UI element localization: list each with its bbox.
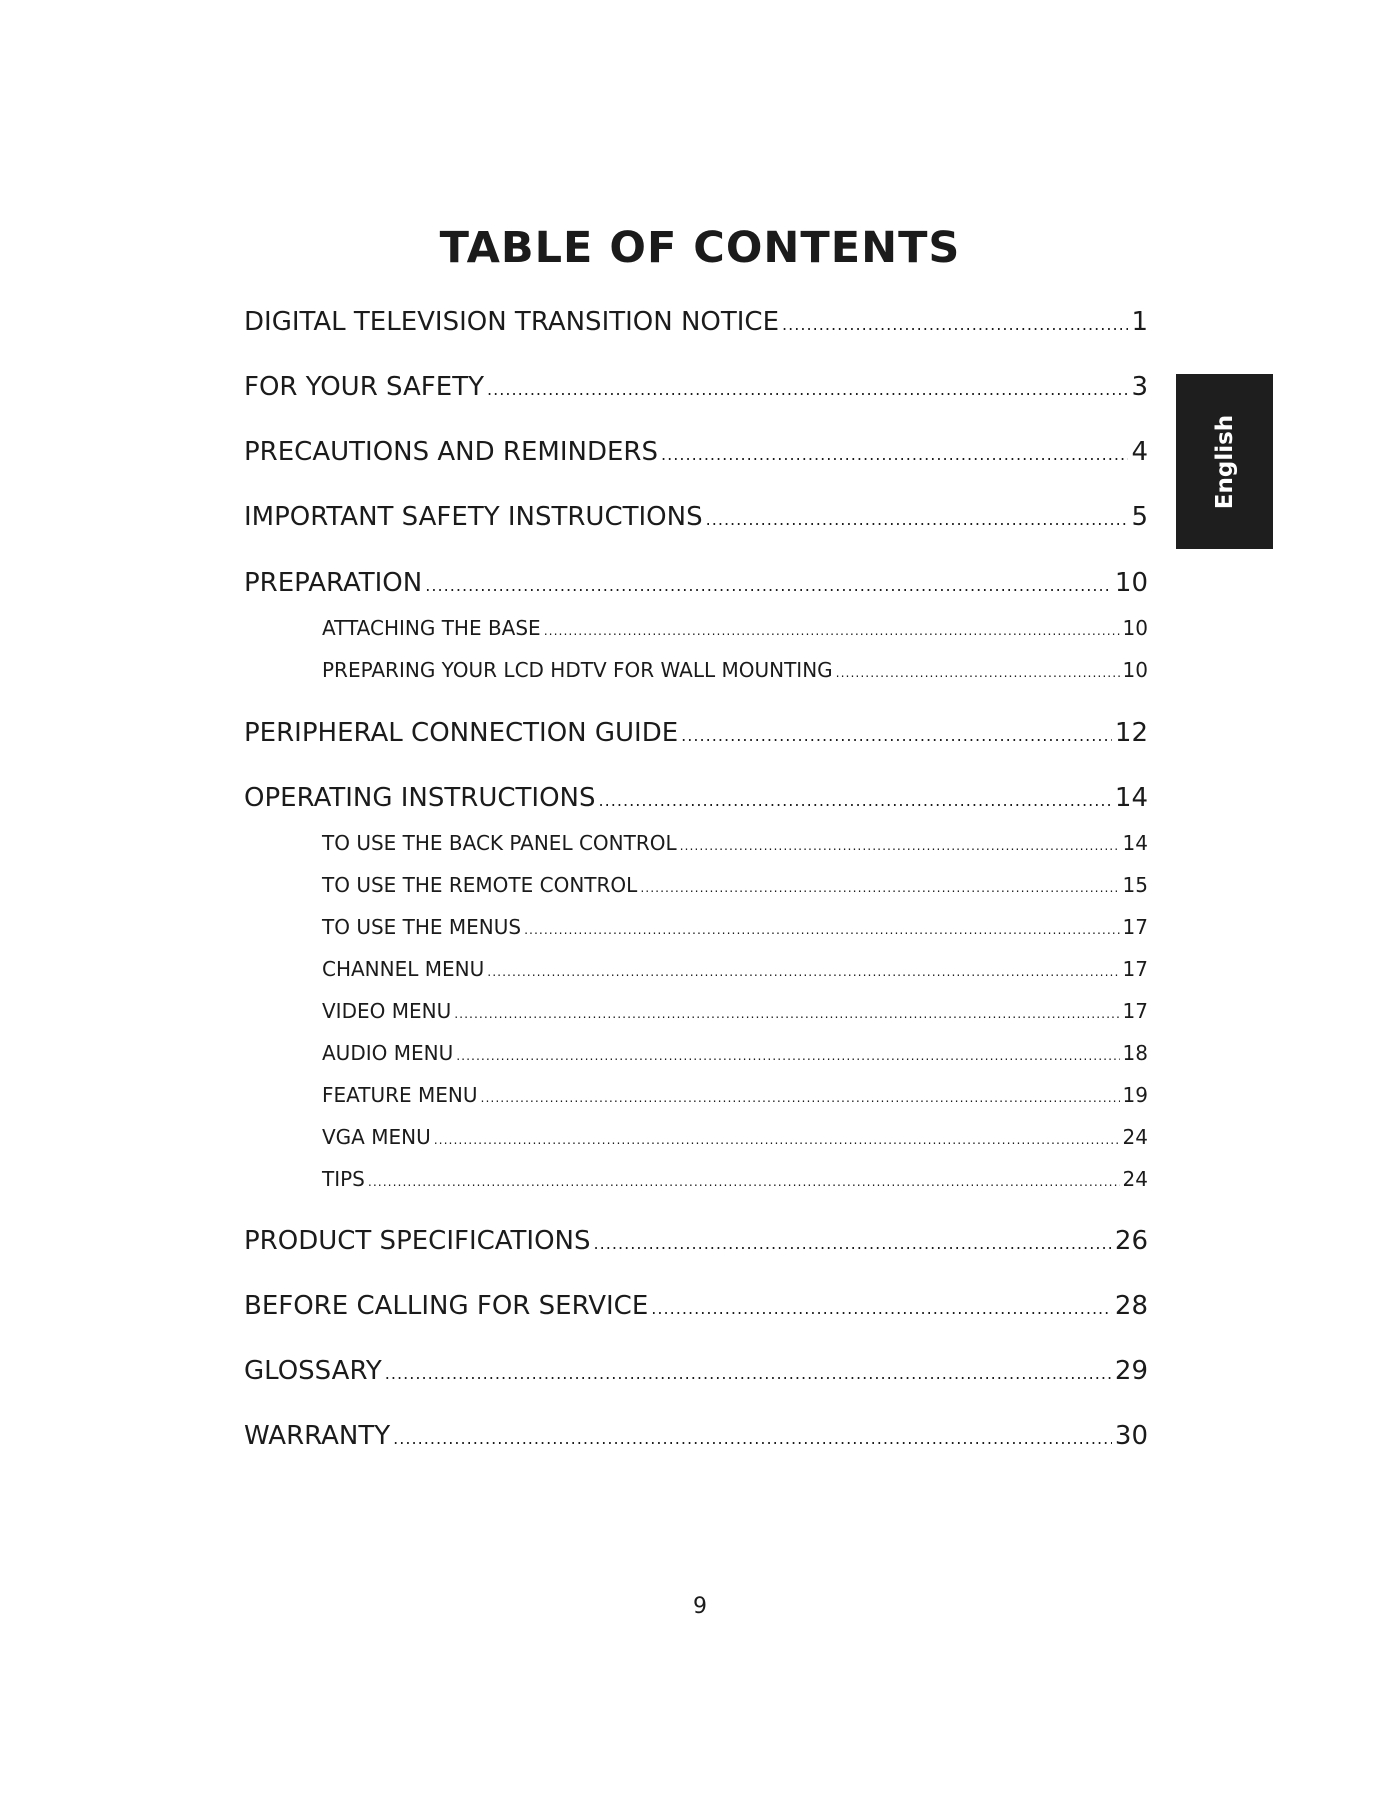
dot-leader (651, 1293, 1112, 1319)
language-tab-label: English (1211, 414, 1238, 509)
toc-entry-label: TO USE THE BACK PANEL CONTROL (322, 831, 677, 855)
toc-entry-page: 26 (1114, 1226, 1148, 1256)
toc-entry-label: TO USE THE REMOTE CONTROL (322, 873, 638, 897)
toc-entry-page: 18 (1122, 1041, 1148, 1065)
dot-leader (487, 374, 1128, 400)
toc-entry-page: 14 (1122, 831, 1148, 855)
dot-leader (487, 959, 1119, 979)
toc-entry-label: PRODUCT SPECIFICATIONS (244, 1226, 591, 1256)
toc-entry-label: IMPORTANT SAFETY INSTRUCTIONS (244, 502, 703, 532)
toc-entry-label: BEFORE CALLING FOR SERVICE (244, 1291, 649, 1321)
toc-entry-label: CHANNEL MENU (322, 957, 485, 981)
toc-entry-important-safety-instructions[interactable] (244, 497, 1148, 537)
dot-leader (782, 309, 1128, 335)
toc-entry-label: OPERATING INSTRUCTIONS (244, 783, 596, 813)
page-number: 9 (693, 1594, 707, 1619)
toc-entry-vga-menu[interactable] (322, 1121, 1148, 1153)
toc-entry-label: PREPARATION (244, 568, 423, 598)
toc-entry-label: PREPARING YOUR LCD HDTV FOR WALL MOUNTING (322, 658, 833, 682)
toc-entry-page: 29 (1114, 1356, 1148, 1386)
toc-entry-label: FEATURE MENU (322, 1083, 478, 1107)
dot-leader (681, 720, 1112, 746)
dot-leader (454, 1001, 1119, 1021)
toc-entry-back-panel-control[interactable] (322, 827, 1148, 859)
toc-entry-page: 17 (1122, 915, 1148, 939)
toc-entry-page: 24 (1122, 1125, 1148, 1149)
dot-leader (368, 1169, 1120, 1189)
toc-entry-video-menu[interactable] (322, 995, 1148, 1027)
dot-leader (680, 833, 1120, 853)
toc-entry-page: 5 (1131, 502, 1148, 532)
toc-entry-page: 17 (1122, 957, 1148, 981)
dot-leader (393, 1423, 1112, 1449)
toc-entry-product-specifications[interactable] (244, 1221, 1148, 1261)
dot-leader (456, 1043, 1119, 1063)
toc-entry-page: 1 (1131, 307, 1148, 337)
toc-entry-label: DIGITAL TELEVISION TRANSITION NOTICE (244, 307, 780, 337)
toc-entry-digital-television-transition-notice[interactable] (244, 302, 1148, 342)
toc-entry-label: PRECAUTIONS AND REMINDERS (244, 437, 658, 467)
toc-entry-audio-menu[interactable] (322, 1037, 1148, 1069)
toc-entry-warranty[interactable] (244, 1416, 1148, 1456)
toc-entry-page: 10 (1122, 658, 1148, 682)
toc-entry-for-your-safety[interactable] (244, 367, 1148, 407)
toc-entry-label: TIPS (322, 1167, 365, 1191)
dot-leader (594, 1228, 1112, 1254)
toc-entry-feature-menu[interactable] (322, 1079, 1148, 1111)
toc-entry-page: 10 (1114, 568, 1148, 598)
dot-leader (836, 660, 1120, 680)
toc-entry-before-calling-for-service[interactable] (244, 1286, 1148, 1326)
dot-leader (385, 1358, 1112, 1384)
toc-entry-use-the-menus[interactable] (322, 911, 1148, 943)
toc-entry-page: 17 (1122, 999, 1148, 1023)
toc-entry-label: FOR YOUR SAFETY (244, 372, 484, 402)
dot-leader (598, 785, 1111, 811)
toc-entry-page: 10 (1122, 616, 1148, 640)
toc-entry-page: 12 (1114, 718, 1148, 748)
toc-entry-page: 14 (1114, 783, 1148, 813)
toc-entry-operating-instructions[interactable] (244, 778, 1148, 818)
dot-leader (544, 618, 1120, 638)
dot-leader (706, 504, 1129, 530)
toc-entry-label: GLOSSARY (244, 1356, 382, 1386)
toc-entry-label: AUDIO MENU (322, 1041, 454, 1065)
dot-leader (524, 917, 1119, 937)
dot-leader (434, 1127, 1120, 1147)
dot-leader (661, 439, 1128, 465)
toc-entry-remote-control[interactable] (322, 869, 1148, 901)
toc-entry-page: 15 (1122, 873, 1148, 897)
toc-entry-precautions-and-reminders[interactable] (244, 432, 1148, 472)
toc-entry-page: 24 (1122, 1167, 1148, 1191)
toc-entry-page: 3 (1131, 372, 1148, 402)
dot-leader (640, 875, 1119, 895)
toc-entry-page: 4 (1131, 437, 1148, 467)
toc-entry-label: VIDEO MENU (322, 999, 452, 1023)
toc-entry-channel-menu[interactable] (322, 953, 1148, 985)
toc-entry-peripheral-connection-guide[interactable] (244, 713, 1148, 753)
toc-entry-glossary[interactable] (244, 1351, 1148, 1391)
dot-leader (481, 1085, 1120, 1105)
toc-entry-label: TO USE THE MENUS (322, 915, 522, 939)
page-title: TABLE OF CONTENTS (439, 223, 961, 273)
toc-entry-tips[interactable] (322, 1163, 1148, 1195)
dot-leader (425, 570, 1112, 596)
toc-entry-attaching-the-base[interactable] (322, 612, 1148, 644)
toc-entry-label: ATTACHING THE BASE (322, 616, 541, 640)
toc-entry-label: WARRANTY (244, 1421, 391, 1451)
toc-entry-page: 19 (1122, 1083, 1148, 1107)
toc-entry-preparation[interactable] (244, 563, 1148, 603)
toc-entry-preparing-wall-mounting[interactable] (322, 654, 1148, 686)
toc-entry-page: 28 (1114, 1291, 1148, 1321)
toc-entry-label: VGA MENU (322, 1125, 431, 1149)
toc-entry-page: 30 (1114, 1421, 1148, 1451)
toc-entry-label: PERIPHERAL CONNECTION GUIDE (244, 718, 679, 748)
